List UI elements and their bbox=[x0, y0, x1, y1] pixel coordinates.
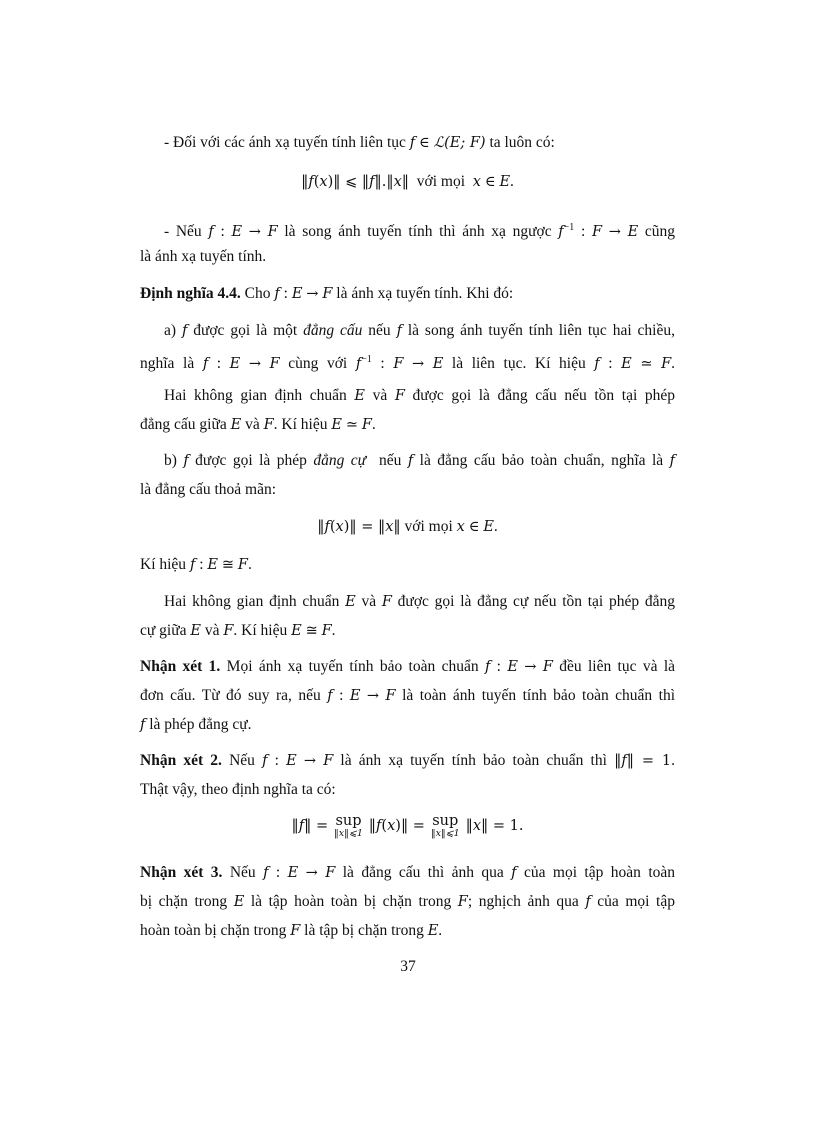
text-line: cự giữa E và F. Kí hiệu E ≅ F. bbox=[140, 622, 336, 639]
page-number: 37 bbox=[400, 958, 416, 975]
text-line: Hai không gian định chuẩn E và F được gọi là đẳng cấu nếu tồn tại phép bbox=[164, 387, 675, 404]
text-line: đơn cấu. Từ đó suy ra, nếu f : E → F là toàn ánh tuyến tính bảo toàn chuẩn thì bbox=[140, 687, 676, 704]
definition-label: Định nghĩa 4.4. bbox=[140, 285, 241, 302]
text-line: bị chặn trong E là tập hoàn toàn bị chặn trong F; nghịch ảnh qua f của mọi tập bbox=[140, 893, 675, 910]
formula-sup: ‖f‖ = sup ‖x‖⩽1 ‖f(x)‖ = sup ‖x‖⩽1 ‖x‖ = 1. bbox=[291, 813, 524, 839]
remark-2: Nhận xét 2. Nếu f : E → F là ánh xạ tuyến tính bảo toàn chuẩn thì ‖f‖ = 1. bbox=[140, 752, 676, 769]
sup-subscript: ‖x‖⩽1 bbox=[334, 828, 363, 839]
text-line: Hai không gian định chuẩn E và F được gọi là đẳng cự nếu tồn tại phép đẳng bbox=[164, 593, 675, 610]
remark-label: Nhận xét 1. bbox=[140, 658, 221, 675]
remark-label: Nhận xét 3. bbox=[140, 864, 223, 881]
text-line: hoàn toàn bị chặn trong F là tập bị chặn trong E. bbox=[140, 922, 443, 939]
text-line: - Đối với các ánh xạ tuyến tính liên tục f ∈ ℒ(E; F) ta luôn có: bbox=[164, 134, 555, 151]
sup-subscript: ‖x‖⩽1 bbox=[430, 828, 460, 839]
text-line: f là phép đẳng cự. bbox=[140, 716, 252, 733]
text-line: Kí hiệu f : E ≅ F. bbox=[140, 556, 252, 573]
text-line: a) f được gọi là một đẳng cấu nếu f là song ánh tuyến tính liên tục hai chiều, bbox=[164, 322, 675, 339]
remark-label: Nhận xét 2. bbox=[140, 752, 222, 769]
text-line: - Nếu f : E → F là song ánh tuyến tính thì ánh xạ ngược $f^{-1}$ : F → E cũng bbox=[164, 222, 676, 241]
formula-norm-inequality: ‖f(x)‖ ⩽ ‖f‖.‖x‖ với mọi x ∈ E. bbox=[301, 173, 514, 190]
text-line: nghĩa là f : E → F cùng với $f^{-1}$ : F → E là liên tục. Kí hiệu f : E ≃ F. bbox=[140, 354, 676, 373]
text-line: là đẳng cấu thoả mãn: bbox=[140, 481, 277, 498]
text-line: là ánh xạ tuyến tính. bbox=[140, 248, 267, 265]
definition-heading: Định nghĩa 4.4. Cho f : E → F là ánh xạ tuyến tính. Khi đó: bbox=[140, 285, 514, 302]
text-line: Thật vậy, theo định nghĩa ta có: bbox=[140, 781, 336, 798]
text-line: đẳng cấu giữa E và F. Kí hiệu E ≃ F. bbox=[140, 416, 376, 433]
formula-isometry: ‖f(x)‖ = ‖x‖ với mọi x ∈ E. bbox=[317, 518, 498, 535]
remark-3: Nhận xét 3. Nếu f : E → F là đẳng cấu thì ảnh qua f của mọi tập hoàn toàn bbox=[140, 864, 676, 881]
remark-1: Nhận xét 1. Mọi ánh xạ tuyến tính bảo toàn chuẩn f : E → F đều liên tục và là bbox=[140, 658, 676, 675]
text-line: b) f được gọi là phép đẳng cự nếu f là đẳng cấu bảo toàn chuẩn, nghĩa là f bbox=[164, 452, 675, 469]
